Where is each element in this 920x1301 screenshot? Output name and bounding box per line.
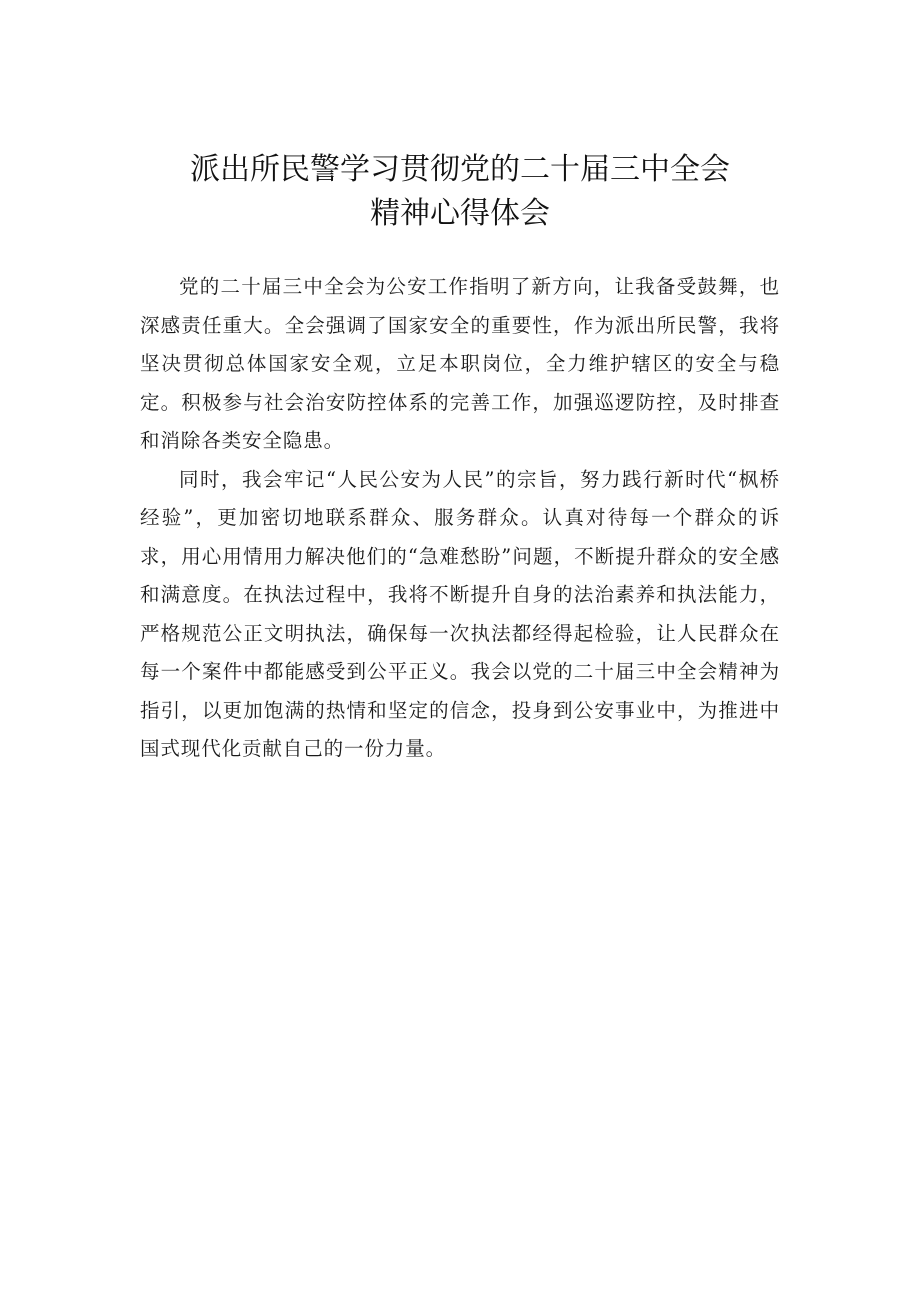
document-title xyxy=(0,148,920,236)
title-line-2: 精神心得体会 xyxy=(370,196,550,231)
paragraph-1: 党的二十届三中全会为公安工作指明了新方向，让我备受鼓舞，也深感责任重大。全会强调了国家安全的重要性，作为派出所民警，我将坚决贯彻总体国家安全观，立足本职岗位，全力维护辖区的安全与稳定。积极参与社会治安防控体系的完善工作，加强巡逻防控，及时排查和消除各类安全隐患。 xyxy=(140,275,780,452)
document-body xyxy=(140,268,780,769)
title-line-1: 派出所民警学习贯彻党的二十届三中全会 xyxy=(190,152,730,187)
paragraph-2: 同时，我会牢记“人民公安为人民”的宗旨，努力践行新时代“枫桥经验”，更加密切地联系群众、服务群众。认真对待每一个群众的诉求，用心用情用力解决他们的“急难愁盼”问题，不断提升群众的安全感和满意度。在执法过程中，我将不断提升自身的法治素养和执法能力，严格规范公正文明执法，确保每一次执法都经得起检验，让人民群众在每一个案件中都能感受到公平正义。我会以党的二十届三中全会精神为指引，以更加饱满的热情和坚定的信念，投身到公安事业中，为推进中国式现代化贡献自己的一份力量。 xyxy=(140,467,780,760)
